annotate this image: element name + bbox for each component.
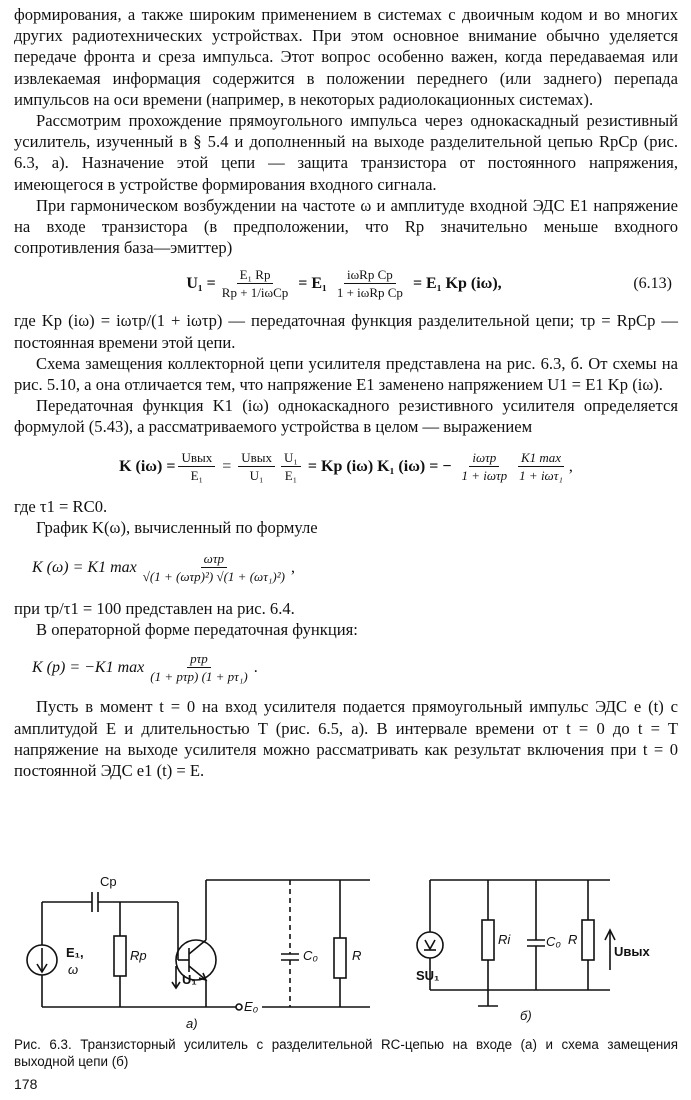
paragraph-8: График K(ω), вычисленный по формуле [36,517,318,537]
denominator: 1 + iωRр Cр [336,285,403,301]
label-e1: E₁, [66,945,84,960]
resistor-rb-symbol [582,920,594,960]
equation-number: (6.13) [633,275,672,293]
fraction [147,651,250,685]
fraction [140,551,288,585]
numerator: ωτр [201,551,227,568]
fraction [238,450,275,484]
formula-term: K (ω) = K1 max [32,559,137,577]
denominator: √(1 + (ωτр)²) √(1 + (ωτ₁)²) [142,569,285,585]
paragraph-3: При гармоническом возбуждении на частоте ω и амплитуде входной ЭДС E1 напряжение на входе транзистора (в предположении, что Rр значительно меньше входного сопротивления база—эмиттер) [14,195,678,258]
formula-term: . [253,659,258,677]
formula-term: , [290,559,295,577]
formula-term: U₁ = [186,275,216,293]
circuit-figure [0,860,691,1030]
paragraph-11: Пусть в момент t = 0 на вход усилителя подается прямоугольный импульс ЭДС e (t) с амплитудой E и длительностью T (рис. 6.5, а). В интервале времени от t = 0 до t = T напряжение на выходе усилителя можно рассматривать как результат включения при t = 0 постоянной ЭДС e1 (t) = E. [14,697,678,781]
fraction [334,267,406,301]
label-uout: Uвых [614,944,650,959]
formula-6-13 [14,264,678,304]
paragraph-10: В операторной форме передаточная функция: [36,620,358,640]
label-cp: Cр [100,874,117,889]
formula-k-p [14,646,678,690]
denominator: E₁ [190,467,204,483]
formula-term: = Kр (iω) K₁ (iω) = − [307,457,452,475]
denominator: Rр + 1/iωCр [221,285,289,301]
paragraph-5: Схема замещения коллекторной цепи усилителя представлена на рис. 6.3, б. От схемы на рис. 5.10, а она отличается тем, что напряжение E1 заменено напряжением U1 = E1 Kр (iω). [14,353,678,395]
numerator: Uвых [178,450,215,467]
resistor-ri-symbol [482,920,494,960]
page-number: 178 [14,1076,38,1092]
formula-term: , [568,457,573,475]
formula-term: K (iω) = [119,457,176,475]
page-content [14,4,678,781]
denominator: 1 + iωτ₁ [519,467,563,483]
label-ri: Ri [498,932,511,947]
paragraph-4: где Kр (iω) = iωτр/(1 + iωτр) — передаточная функция разделительной цепи; τр = RрCр — постоянная времени этой цепи. [14,311,678,352]
numerator: pτр [187,651,211,668]
denominator: 1 + iωτр [461,467,508,483]
numerator: K1 max [518,450,564,467]
fraction [516,450,566,484]
formula-term: = E₁ [298,275,327,293]
paragraph-6: Передаточная функция K1 (iω) однокаскадного резистивного усилителя определяется формулой (5.43), а рассматриваемого устройства в целом — выражением [14,396,678,437]
formula-transfer-function [14,444,678,490]
paragraph-9: при τр/τ1 = 100 представлен на рис. 6.4. [14,599,295,619]
resistor-rp-symbol [114,936,126,976]
fraction [281,450,301,484]
current-source-symbol [417,932,443,958]
formula-term: = [222,457,232,475]
label-e0: E₀ [244,999,259,1014]
numerator: iωτр [469,450,499,467]
formula-term: = E₁ Kр (iω), [412,275,502,293]
label-rb: R [568,932,578,947]
label-b: б) [520,1008,532,1023]
fraction [458,450,510,484]
paragraph-7: где τ1 = RC0. [14,496,108,516]
circuit-b [417,880,615,1006]
label-a: а) [186,1016,198,1030]
numerator: iωRр Cр [344,267,396,284]
label-omega: ω [68,962,79,977]
paragraph-2: Рассмотрим прохождение прямоугольного импульса через однокаскадный резистивный усилитель, изученный в § 5.4 и дополненный на выходе разделительной цепью RрCр (рис. 6.3, а). Назначение этой цепи — защита транзистора от постоянного напряжения, имеющегося в устройстве формирования входного сигнала. [14,111,678,194]
paragraph-1: формирования, а также широким применением в системах с двоичным кодом и во многих других радиотехнических устройствах. При этом основное внимание обычно уделяется передаче фронта и среза импульса. Этот вопрос особенно важен, когда передаваемая или извлекаемая информация содержится в положении переднего (или заднего) перепада импульсов на оси времени (например, в некоторых радиолокационных системах). [14,5,678,109]
fraction [219,267,291,301]
label-rp: Rр [130,948,147,963]
numerator: Uвых [238,450,275,467]
denominator: (1 + pτр) (1 + pτ₁) [150,669,248,685]
figure-caption: Рис. 6.3. Транзисторный усилитель с разделительной RC-цепью на входе (а) и схема замещения выходной цепи (б) [14,1037,678,1069]
formula-term: K (p) = −K1 max [32,659,145,677]
denominator: U₁ [249,467,264,483]
fraction [178,450,215,484]
formula-k-omega [14,544,678,592]
numerator: E₁ Rр [237,267,274,284]
numerator: U₁ [281,450,301,467]
resistor-r-symbol [334,938,346,978]
label-su1: SU₁ [416,968,440,983]
label-ra: R [352,948,362,963]
denominator: E₁ [284,467,298,483]
label-c0b: C₀ [546,934,561,949]
label-c0a: C₀ [303,948,318,963]
label-u1: U₁ [182,972,197,987]
